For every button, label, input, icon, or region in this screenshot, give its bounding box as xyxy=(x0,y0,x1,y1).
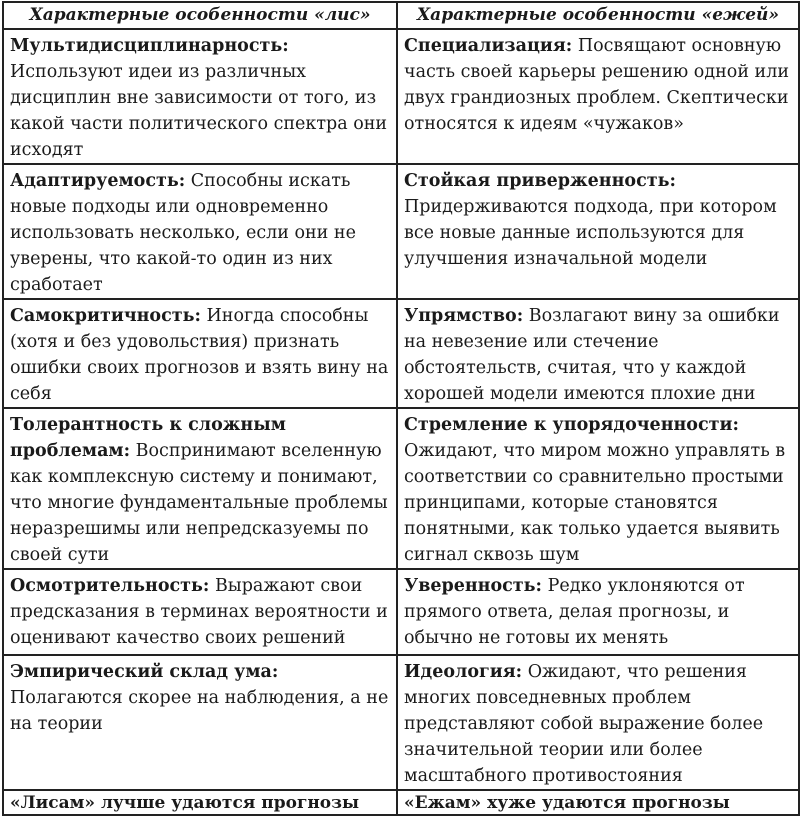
hedgehog-cell xyxy=(397,164,799,299)
hedgehog-cell xyxy=(397,655,799,790)
hedgehog-text: Придерживаются подхода, при котором все новые данные используются для улучшения изначальной модели xyxy=(404,197,777,269)
hedgehog-text: Редко уклоняются от прямого ответа, делая прогнозы, и обычно не готовы их менять xyxy=(404,576,745,648)
header-foxes: Характерные особенности «лис» xyxy=(3,2,397,29)
fox-term: Адаптируемость: xyxy=(10,171,186,191)
hedgehog-term: Специализация: xyxy=(404,36,573,56)
table-row xyxy=(3,29,799,164)
fox-cell xyxy=(3,164,397,299)
table-row xyxy=(3,408,799,569)
hedgehog-term: Стремление к упорядоченности: xyxy=(404,415,739,435)
footer-row xyxy=(3,790,799,815)
fox-term: Толерантность к сложным проблемам: xyxy=(10,415,286,461)
hedgehog-text: Возлагают вину за ошибки на невезение или стечение обстоятельств, считая, что у каждой хорошей модели имеются плохие дни xyxy=(404,306,780,404)
fox-text: Используют идеи из различных дисциплин вне зависимости от того, из какой части политического спектра они исходят xyxy=(10,62,388,160)
hedgehog-term: Уверенность: xyxy=(404,576,542,596)
fox-cell xyxy=(3,569,397,655)
fox-text: Иногда способны (хотя и без удовольствия) признать ошибки своих прогнозов и взять вину на себя xyxy=(10,306,389,404)
table-row xyxy=(3,569,799,655)
hedgehog-cell xyxy=(397,569,799,655)
footer-foxes: «Лисам» лучше удаются прогнозы xyxy=(3,790,397,815)
hedgehog-text: Ожидают, что решения многих повседневных проблем представляют собой выражение более значительной теории или более масштабного противостояния xyxy=(404,662,764,786)
hedgehog-text: Ожидают, что миром можно управлять в соответствии со сравнительно простыми принципами, которые становятся понятными, как только удается выявить сигнал сквозь шум xyxy=(404,441,786,565)
header-hedgehogs: Характерные особенности «ежей» xyxy=(397,2,799,29)
header-row xyxy=(3,2,799,29)
hedgehog-cell xyxy=(397,299,799,408)
table-row xyxy=(3,164,799,299)
fox-term: Осмотрительность: xyxy=(10,576,210,596)
fox-cell xyxy=(3,299,397,408)
fox-term: Эмпирический склад ума: xyxy=(10,662,279,682)
hedgehog-term: Идеология: xyxy=(404,662,523,682)
comparison-table xyxy=(2,1,800,816)
fox-cell xyxy=(3,29,397,164)
fox-text: Воспринимают вселенную как комплексную систему и понимают, что многие фундаментальные проблемы неразрешимы или непредсказуемы по своей сути xyxy=(10,441,388,565)
hedgehog-term: Упрямство: xyxy=(404,306,524,326)
fox-text: Способны искать новые подходы или одновременно использовать несколько, если они не уверены, что какой-то один из них сработает xyxy=(10,171,356,295)
fox-term: Самокритичность: xyxy=(10,306,201,326)
hedgehog-text: Посвящают основную часть своей карьеры решению одной или двух грандиозных проблем. Скептически относятся к идеям «чужаков» xyxy=(404,36,789,134)
table-row xyxy=(3,299,799,408)
fox-cell xyxy=(3,655,397,790)
fox-term: Мультидисциплинарность: xyxy=(10,36,289,56)
fox-cell xyxy=(3,408,397,569)
fox-text: Выражают свои предсказания в терминах вероятности и оценивают качество своих решений xyxy=(10,576,388,648)
hedgehog-cell xyxy=(397,29,799,164)
hedgehog-cell xyxy=(397,408,799,569)
table-row xyxy=(3,655,799,790)
hedgehog-term: Стойкая приверженность: xyxy=(404,171,676,191)
footer-hedgehogs: «Ежам» хуже удаются прогнозы xyxy=(397,790,799,815)
fox-text: Полагаются скорее на наблюдения, а не на теории xyxy=(10,688,389,734)
